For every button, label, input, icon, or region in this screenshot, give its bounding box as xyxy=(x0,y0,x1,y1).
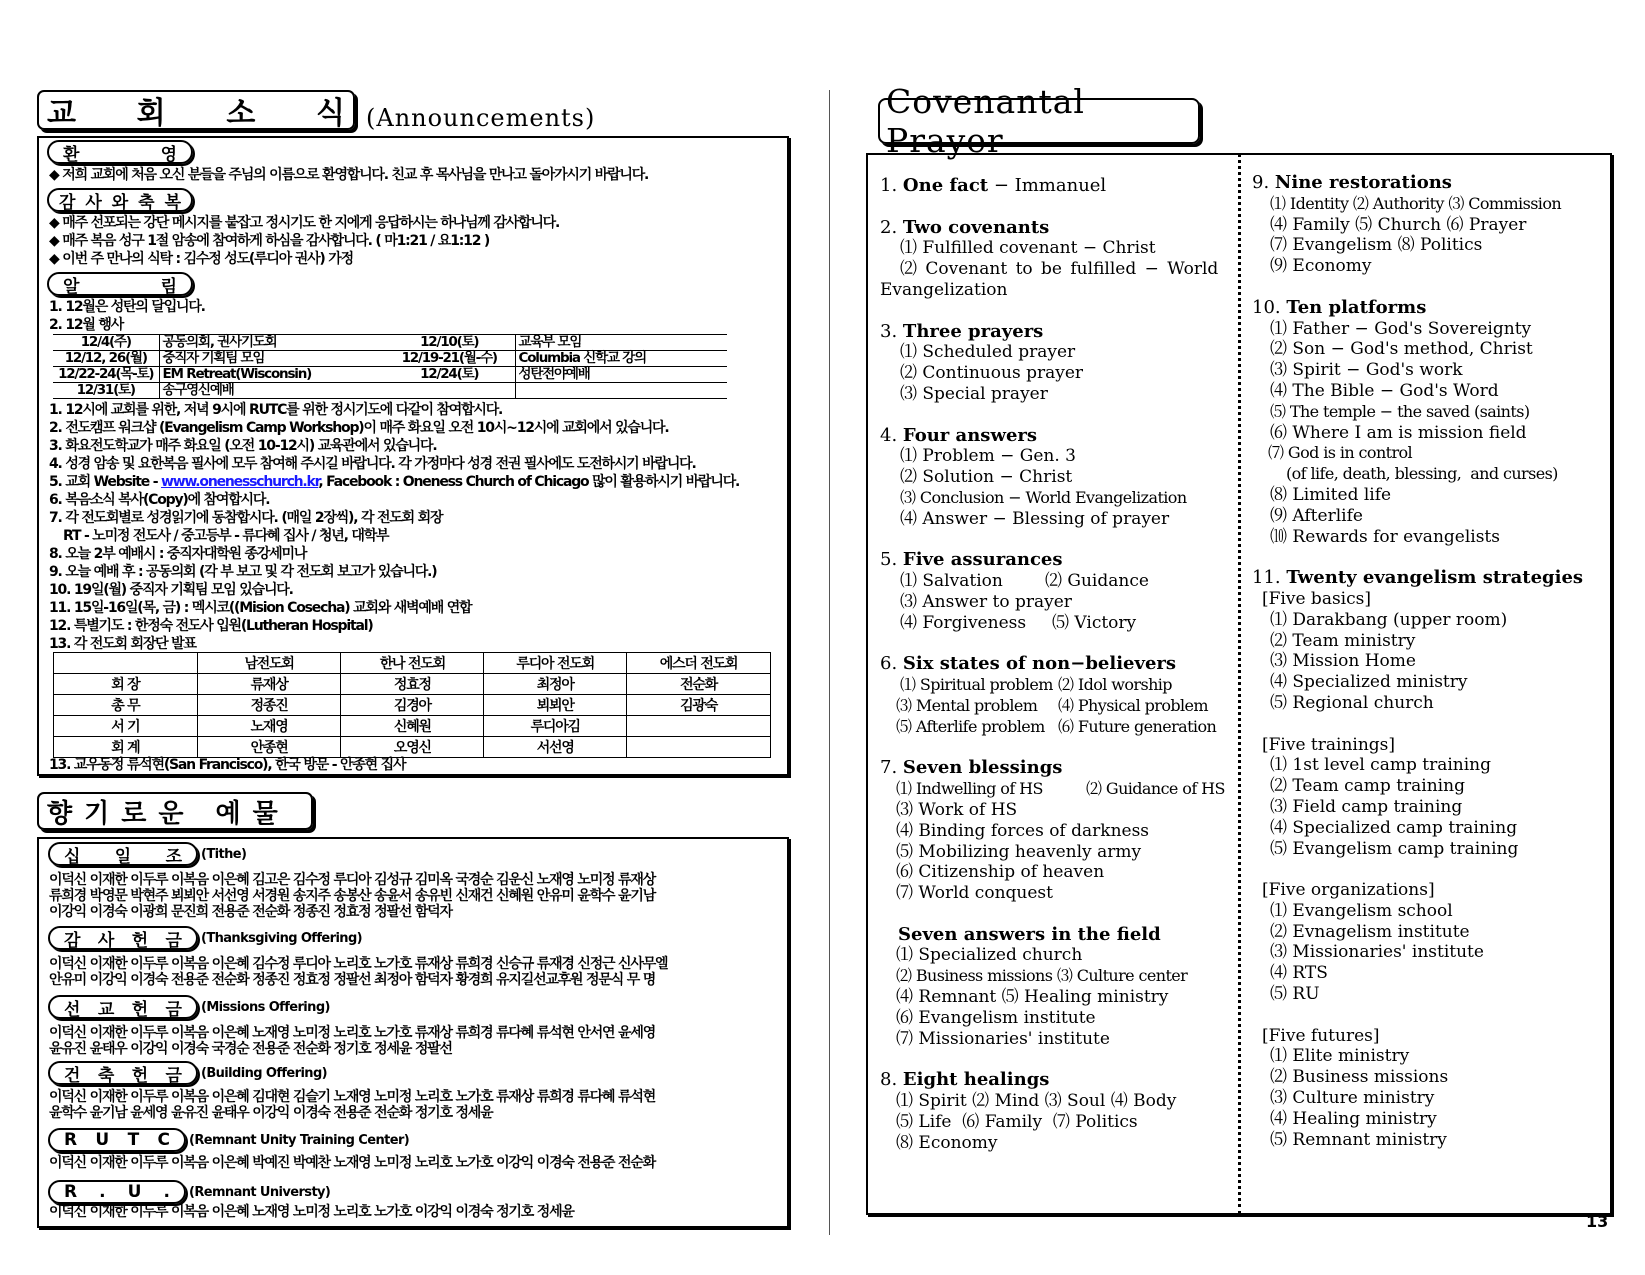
rutc-header xyxy=(48,1128,409,1152)
tithe-label xyxy=(48,842,198,866)
list-item: ⑸ Remnant ministry xyxy=(1270,1129,1447,1150)
schedule-date: 12/22-24(목-토) xyxy=(53,367,159,383)
list-item: ⑶ Conclusion − World Evangelization xyxy=(900,487,1187,507)
section-heading xyxy=(880,925,1225,946)
label-char: 헌 xyxy=(131,1065,149,1086)
table-row xyxy=(54,716,771,737)
label-char: U xyxy=(127,1182,142,1202)
list-item: ⑷ Healing ministry xyxy=(1270,1108,1437,1129)
group-title: [Five futures] xyxy=(1262,1025,1380,1046)
section-title: Three prayers xyxy=(902,320,1044,342)
title-char: 로 xyxy=(121,798,147,829)
roster-role: 회 계 xyxy=(54,737,198,758)
list-item: ⑻ Economy xyxy=(896,1132,998,1153)
spacer xyxy=(880,904,1225,925)
table-row xyxy=(54,737,771,758)
notice-item-website xyxy=(49,473,739,491)
spacer xyxy=(1252,1005,1583,1026)
schedule-date: 12/24(토) xyxy=(384,367,515,383)
section-number: 4. xyxy=(880,424,898,446)
list-item: ⑴ Darakbang (upper room) xyxy=(1270,609,1508,630)
ru-english-label: (Remnant Universty) xyxy=(189,1184,331,1200)
section-number: 6. xyxy=(880,653,898,675)
roster-cell: 안종현 xyxy=(197,737,341,758)
section-number: 2. xyxy=(880,216,898,238)
spacer xyxy=(880,1049,1225,1070)
list-item: ⑸ Life ⑹ Family ⑺ Politics xyxy=(896,1111,1138,1132)
building-label xyxy=(48,1061,198,1085)
thanks-line: ◆ 매주 선포되는 강단 메시지를 붙잡고 정시기도 한 지에게 응답하시는 하나님께 감사합니다. xyxy=(49,215,560,231)
schedule-event xyxy=(515,383,727,399)
column-divider xyxy=(1238,153,1241,1215)
section-title: Eight healings xyxy=(902,1069,1050,1091)
label-char: 알 xyxy=(63,276,80,297)
notice-item: 4. 성경 암송 및 요한복음 필사에 모두 참여해 주시길 바랍니다. 각 가정마다 성경 전권 필사에도 도전하시기 바랍니다. xyxy=(49,456,696,472)
table-row xyxy=(53,335,727,351)
roster-cell: 오영신 xyxy=(341,737,484,758)
spacer xyxy=(1252,547,1583,568)
roster-cell: 정효정 xyxy=(341,674,484,695)
list-item: ⑺ World conquest xyxy=(896,883,1053,904)
label-char: 건 xyxy=(64,1065,81,1086)
list-item: ⑶ Spirit − God's work xyxy=(1270,360,1463,381)
notice-intro: 1. 12월은 성탄의 달입니다. xyxy=(49,299,205,315)
list-item-a: ⑴ Salvation xyxy=(900,571,1003,592)
list-item: ⑵ Covenant to be fulfilled − World xyxy=(900,259,1219,280)
list-item: ⑶ Culture ministry xyxy=(1270,1088,1435,1109)
group-title: [Five trainings] xyxy=(1262,734,1396,755)
ru-label xyxy=(48,1180,186,1204)
list-item: ⑴ Scheduled prayer xyxy=(900,342,1076,363)
rutc-english-label: (Remnant Unity Training Center) xyxy=(189,1132,410,1148)
label-char: 와 xyxy=(111,192,129,213)
title-char: 식 xyxy=(316,96,345,131)
label-char: 헌 xyxy=(131,930,149,951)
notice-item: 12. 특별기도 : 한정숙 전도사 입원(Lutheran Hospital) xyxy=(49,618,373,634)
rutc-label xyxy=(48,1128,186,1152)
website-prefix: 5. 교회 Website - xyxy=(49,474,161,490)
label-char: 금 xyxy=(165,930,182,951)
schedule-event: 중직자 기획팀 모임 xyxy=(159,351,384,367)
roster-cell: 류재상 xyxy=(197,674,341,695)
section-heading xyxy=(880,426,1225,447)
list-item xyxy=(880,592,1225,613)
section-title: Seven blessings xyxy=(902,757,1063,779)
missions-label xyxy=(48,995,198,1019)
list-item: ⑷ Remnant ⑸ Healing ministry xyxy=(896,987,1169,1008)
church-website-link[interactable]: www.onenesschurch.kr xyxy=(161,474,319,490)
list-item-a: ⑴ Spiritual problem xyxy=(900,675,1053,695)
missions-names: 윤유진 윤태우 이강익 이경숙 국경순 전용준 전순화 정기호 정세윤 정팔선 xyxy=(49,1041,452,1057)
thanksgiving-label xyxy=(48,926,198,950)
list-item-a: ⑶ Mental problem xyxy=(896,695,1038,715)
tithe-names: 류희경 박영문 박현주 뵈뵈안 서선영 서경원 송지주 송봉산 송윤서 송유빈 신재건 신혜원 안유미 윤학수 윤기남 xyxy=(49,888,656,904)
list-item: ⑸ Regional church xyxy=(1270,692,1434,713)
title-char: 운 xyxy=(158,798,184,829)
label-char: 금 xyxy=(165,999,182,1020)
list-item-b: ⑵ Guidance xyxy=(1045,571,1149,592)
section-heading xyxy=(880,1070,1225,1091)
roster-cell: 김경아 xyxy=(341,695,484,716)
section-heading xyxy=(880,550,1225,571)
group-title: [Five basics] xyxy=(1262,588,1371,609)
label-char: 림 xyxy=(160,276,177,297)
roster-cell: 최정아 xyxy=(484,674,627,695)
list-item: ⑵ Continuous prayer xyxy=(900,363,1084,384)
december-schedule-table xyxy=(53,334,727,399)
table-row xyxy=(54,695,771,716)
rutc-names: 이덕신 이재한 이두루 이복음 이은혜 박예진 박예찬 노재영 노미정 노리호 노가호 이강익 이경숙 전용준 전순화 xyxy=(49,1155,656,1171)
table-row xyxy=(53,367,727,383)
list-item: Evangelization xyxy=(880,279,1008,300)
list-item: ⑽ Rewards for evangelists xyxy=(1270,526,1500,547)
list-item: ⑵ Son − God's method, Christ xyxy=(1270,339,1533,360)
notice-item: 9. 오늘 예배 후 : 공동의회 (각 부 보고 및 각 전도회 보고가 있습니다.) xyxy=(49,564,437,580)
section-title: Ten platforms xyxy=(1286,296,1427,318)
section-number: 7. xyxy=(880,757,898,779)
list-item: ⑷ Binding forces of darkness xyxy=(896,820,1150,841)
list-item-b: ⑷ Physical problem xyxy=(1058,695,1208,715)
list-item-b: ⑸ Victory xyxy=(1052,612,1137,633)
list-item: ⑵ Team ministry xyxy=(1270,630,1416,651)
list-item xyxy=(880,779,1225,800)
section-heading xyxy=(1252,298,1583,319)
thanksgiving-english-label: (Thanksgiving Offering) xyxy=(201,930,363,946)
list-item: ⑴ Problem − Gen. 3 xyxy=(900,446,1076,467)
section-title: Six states of non−believers xyxy=(902,653,1177,675)
tithe-english-label: (Tithe) xyxy=(201,846,247,862)
offerings-title xyxy=(37,792,313,830)
section-heading xyxy=(1252,568,1583,589)
thanksgiving-header xyxy=(48,926,362,950)
label-char: R xyxy=(64,1130,78,1150)
ru-names: 이덕신 이재한 이두루 이복음 이은혜 노재영 노미정 노리호 노가호 이강익 이경숙 정기호 정세윤 xyxy=(49,1204,574,1220)
list-item: ⑵ Team camp training xyxy=(1270,776,1465,797)
list-item: ⑴ Specialized church xyxy=(896,945,1083,966)
roster-cell: 정종진 xyxy=(197,695,341,716)
welcome-text: ◆ 저희 교회에 처음 오신 분들을 주님의 이름으로 환영합니다. 친교 후 목사님을 만나고 돌아가시기 바랍니다. xyxy=(49,167,649,183)
schedule-event: 송구영신예배 xyxy=(159,383,384,399)
list-item-b: ⑹ Future generation xyxy=(1058,716,1217,736)
section-number: 11. xyxy=(1252,567,1281,589)
list-item: ⑴ 1st level camp training xyxy=(1270,755,1491,776)
spacer xyxy=(880,301,1225,322)
thanks-label xyxy=(47,188,193,212)
section-number: 8. xyxy=(880,1069,898,1091)
tithe-names: 이덕신 이재한 이두루 이복음 이은혜 김고은 김수정 루디아 김성규 김미옥 국경순 김운신 노재영 노미정 류재상 xyxy=(49,872,656,888)
list-item: ⑶ Special prayer xyxy=(900,383,1048,404)
list-item xyxy=(880,717,1225,738)
offerings-section xyxy=(37,837,789,1228)
announcements-title xyxy=(37,90,355,130)
list-item: ⑴ Evangelism school xyxy=(1270,900,1453,921)
tithe-names: 이강익 이경숙 이광희 문진희 전용준 전순화 정종진 정효정 정팔선 함덕자 xyxy=(49,904,452,920)
section-title: Two covenants xyxy=(902,216,1050,238)
table-header-row xyxy=(54,653,771,674)
label-char: 사 xyxy=(85,192,102,213)
notice-last-line: 13. 교우동정 류석현(San Francisco), 한국 방문 - 안종현 집사 xyxy=(49,757,406,773)
roster-cell: 서선영 xyxy=(484,737,627,758)
list-item: ⑺ God is in control xyxy=(1268,443,1413,463)
list-item-a: ⑷ Forgiveness xyxy=(900,612,1027,633)
group-title: [Five organizations] xyxy=(1262,880,1435,901)
list-item: ⑴ Father − God's Sovereignty xyxy=(1270,318,1532,339)
list-item: ⑺ Evangelism ⑻ Politics xyxy=(1270,235,1483,256)
label-char: T xyxy=(127,1130,140,1150)
notice-intro: 2. 12월 행사 xyxy=(49,317,124,333)
list-item: ⑶ Missionaries' institute xyxy=(1270,942,1484,963)
list-item xyxy=(880,613,1225,634)
list-item-b: ⑵ Idol worship xyxy=(1058,675,1172,695)
list-item: ⑹ Where I am is mission field xyxy=(1270,422,1527,443)
schedule-date: 12/19-21(월-수) xyxy=(384,351,515,367)
label-char: 십 xyxy=(64,846,81,867)
table-row xyxy=(54,674,771,695)
label-char: 금 xyxy=(165,1065,182,1086)
label-char: 감 xyxy=(64,930,81,951)
list-item: ⑴ Elite ministry xyxy=(1270,1046,1410,1067)
list-item: ⑹ Citizenship of heaven xyxy=(896,862,1105,883)
schedule-event: EM Retreat(Wisconsin) xyxy=(159,367,384,383)
notice-item: RT - 노미정 전도사 / 중고등부 - 류다혜 집사 / 청년, 대학부 xyxy=(63,528,389,544)
list-item: ⑷ Specialized ministry xyxy=(1270,672,1468,693)
section-heading xyxy=(880,322,1225,343)
section-heading xyxy=(1252,173,1583,194)
notice-item: 11. 15일-16일(목, 금) : 멕시코((Mision Cosecha) 교회와 새벽예배 연합 xyxy=(49,600,472,616)
label-char: 사 xyxy=(97,930,115,951)
table-header: 남전도회 xyxy=(197,653,341,674)
table-row xyxy=(53,383,727,399)
list-item: ⑴ Fulfilled covenant − Christ xyxy=(900,238,1156,259)
schedule-date: 12/31(토) xyxy=(53,383,159,399)
roster-role: 서 기 xyxy=(54,716,198,737)
label-char: 조 xyxy=(165,846,182,867)
section-title: Five assurances xyxy=(902,549,1063,571)
label-char: 감 xyxy=(59,192,76,213)
notice-item: 1. 12시에 교회를 위한, 저녁 9시에 RUTC를 위한 정시기도에 다같이 참여합시다. xyxy=(49,402,503,418)
spacer xyxy=(880,634,1225,655)
tithe-header xyxy=(48,842,246,866)
notice-item: 8. 오늘 2부 예배시 : 중직자대학원 종강세미나 xyxy=(49,546,307,562)
label-char: 환 xyxy=(63,144,80,165)
section-number: 5. xyxy=(880,549,898,571)
list-item: ⑴ Identity ⑵ Authority ⑶ Commission xyxy=(1270,193,1562,213)
notice-label xyxy=(47,272,193,296)
spacer xyxy=(880,530,1225,551)
schedule-date: 12/10(토) xyxy=(384,335,515,351)
list-item-a: ⑴ Indwelling of HS xyxy=(896,779,1043,799)
list-item: ⑶ Field camp training xyxy=(1270,796,1463,817)
notice-item: 7. 각 전도회별로 성경읽기에 동참합시다. (매일 2장씩), 각 전도회 회장 xyxy=(49,510,443,526)
roster-cell: 김광숙 xyxy=(627,695,771,716)
spacer xyxy=(880,197,1225,218)
roster-cell: 노재영 xyxy=(197,716,341,737)
table-header: 루디아 전도회 xyxy=(484,653,627,674)
table-header: 에스더 전도회 xyxy=(627,653,771,674)
roster-cell: 뵈뵈안 xyxy=(484,695,627,716)
list-item: ⑼ Afterlife xyxy=(1270,505,1363,526)
missions-english-label: (Missions Offering) xyxy=(201,999,330,1015)
label-char: . xyxy=(163,1182,170,1202)
roster-role: 총 무 xyxy=(54,695,198,716)
prayer-column-right xyxy=(1252,173,1583,1150)
evangelism-group-leaders-table xyxy=(53,652,771,758)
building-names: 이덕신 이재한 이두루 이복음 이은혜 김대현 김슬기 노재영 노미정 노리호 노가호 류재상 류희경 류다혜 류석현 xyxy=(49,1089,656,1105)
label-char: 축 xyxy=(97,1065,115,1086)
website-suffix: , Facebook : Oneness Church of Chicago 많이 활용하시기 바랍니다. xyxy=(318,474,740,490)
announcements-section xyxy=(37,136,789,776)
label-char: 영 xyxy=(160,144,177,165)
spacer xyxy=(880,738,1225,759)
schedule-event: 공동의회, 권사기도회 xyxy=(159,335,384,351)
section-detail: − Immanuel xyxy=(988,175,1107,196)
label-char: C xyxy=(157,1130,170,1150)
title-char: 회 xyxy=(136,96,166,131)
section-heading xyxy=(880,758,1225,779)
building-header xyxy=(48,1061,327,1085)
label-char: R xyxy=(64,1182,78,1202)
list-item: ⑸ Evangelism camp training xyxy=(1270,838,1519,859)
page-divider xyxy=(829,90,830,1235)
title-char: 예 xyxy=(215,798,241,829)
notice-item: 3. 화요전도학교가 매주 화요일 (오전 10-12시) 교육관에서 있습니다. xyxy=(49,438,437,454)
list-item: ⑷ The Bible − God's Word xyxy=(1270,380,1499,401)
list-item-a: ⑸ Afterlife problem xyxy=(896,716,1045,736)
label-char: . xyxy=(99,1182,106,1202)
title-char: 소 xyxy=(226,96,256,131)
schedule-date: 12/12, 26(월) xyxy=(53,351,159,367)
section-number: 10. xyxy=(1252,296,1281,318)
spacer xyxy=(1252,859,1583,880)
label-char: 복 xyxy=(164,192,181,213)
list-item: ⑷ Family ⑸ Church ⑹ Prayer xyxy=(1270,214,1527,235)
ru-header xyxy=(48,1180,330,1204)
list-item: ⑸ Mobilizing heavenly army xyxy=(896,841,1142,862)
notice-item: 10. 19일(월) 중직자 기획팀 모임 있습니다. xyxy=(49,582,293,598)
covenantal-prayer-title: Covenantal Prayer xyxy=(878,98,1200,144)
table-header xyxy=(54,653,198,674)
prayer-column-left xyxy=(880,176,1225,1153)
notice-item: 2. 전도캠프 워크샵 (Evangelism Camp Workshop)이 매주 화요일 오전 10시~12시에 교회에서 있습니다. xyxy=(49,420,669,436)
title-char: 교 xyxy=(47,96,76,131)
section-title: Twenty evangelism strategies xyxy=(1286,567,1584,589)
announcements-subtitle: (Announcements) xyxy=(366,104,596,132)
list-item: ⑶ Work of HS xyxy=(896,799,1018,820)
list-item: (of life, death, blessing, and curses) xyxy=(1286,464,1558,484)
missions-names: 이덕신 이재한 이두루 이복음 이은혜 노재영 노미정 노리호 노가호 류재상 류희경 류다혜 류석현 안서연 윤세영 xyxy=(49,1025,656,1041)
list-item: ⑸ RU xyxy=(1270,984,1320,1005)
spacer xyxy=(880,405,1225,426)
schedule-event: 교육부 모임 xyxy=(515,335,727,351)
table-header: 한나 전도회 xyxy=(341,653,484,674)
list-item: ⑵ Solution − Christ xyxy=(900,467,1073,488)
list-item: ⑷ Specialized camp training xyxy=(1270,817,1518,838)
list-item-a: ⑶ Answer to prayer xyxy=(900,591,1072,612)
list-item xyxy=(880,571,1225,592)
page-number: 13 xyxy=(1586,1212,1609,1231)
label-char: U xyxy=(95,1130,110,1150)
title-char: 기 xyxy=(84,798,110,829)
schedule-date: 12/4(주) xyxy=(53,335,159,351)
list-item: ⑵ Evnagelism institute xyxy=(1270,921,1470,942)
welcome-label xyxy=(47,140,193,164)
label-char: 교 xyxy=(97,999,115,1020)
roster-role: 회 장 xyxy=(54,674,198,695)
roster-cell: 신혜원 xyxy=(341,716,484,737)
notice-item: 13. 각 전도회 회장단 발표 xyxy=(49,636,196,652)
list-item: ⑷ Answer − Blessing of prayer xyxy=(900,508,1170,529)
section-heading xyxy=(880,176,1225,197)
list-item: ⑼ Economy xyxy=(1270,256,1372,277)
roster-cell xyxy=(627,716,771,737)
list-item: ⑶ Mission Home xyxy=(1270,651,1416,672)
list-item xyxy=(880,675,1225,696)
list-item: ⑴ Spirit ⑵ Mind ⑶ Soul ⑷ Body xyxy=(896,1091,1177,1112)
missions-header xyxy=(48,995,330,1019)
spacer xyxy=(1252,277,1583,298)
roster-cell xyxy=(627,737,771,758)
spacer xyxy=(1252,714,1583,735)
list-item: ⑵ Business missions xyxy=(1270,1067,1449,1088)
list-item: ⑻ Limited life xyxy=(1270,484,1392,505)
section-title: Four answers xyxy=(902,424,1038,446)
list-item: ⑸ The temple − the saved (saints) xyxy=(1270,401,1530,421)
schedule-event: Columbia 신학교 강의 xyxy=(515,351,727,367)
list-item: ⑵ Business missions ⑶ Culture center xyxy=(896,966,1188,986)
list-item: ⑺ Missionaries' institute xyxy=(896,1028,1110,1049)
label-char: 헌 xyxy=(131,999,149,1020)
section-heading xyxy=(880,218,1225,239)
title-char: 물 xyxy=(252,798,278,829)
roster-cell: 전순화 xyxy=(627,674,771,695)
list-item: ⑹ Evangelism institute xyxy=(896,1007,1096,1028)
thanks-line: ◆ 이번 주 만나의 식탁 : 김수정 성도(루디아 권사) 가정 xyxy=(49,251,353,267)
label-char: 축 xyxy=(138,192,155,213)
section-title: One fact xyxy=(902,175,989,196)
table-row xyxy=(53,351,727,367)
thanksgiving-names: 안유미 이강익 이경숙 전용준 전순화 정종진 정효정 정팔선 최정아 함덕자 황경희 유지길선교후원 정문식 무 명 xyxy=(49,972,656,988)
section-title: Nine restorations xyxy=(1274,172,1452,193)
section-number: 3. xyxy=(880,320,898,342)
section-heading xyxy=(880,654,1225,675)
section-number: 1. xyxy=(880,175,898,196)
schedule-event: 성탄전야예배 xyxy=(515,367,727,383)
building-names: 윤학수 윤기남 윤세영 윤유진 윤태우 이강익 이경숙 전용준 전순화 정기호 정세윤 xyxy=(49,1105,493,1121)
list-item xyxy=(880,696,1225,717)
notice-item: 6. 복음소식 복사(Copy)에 참여합시다. xyxy=(49,492,270,508)
section-title: Seven answers in the field xyxy=(898,923,1161,945)
label-char: 선 xyxy=(64,999,81,1020)
title-char: 향 xyxy=(47,798,73,829)
label-char: 일 xyxy=(114,846,132,867)
thanksgiving-names: 이덕신 이재한 이두루 이복음 이은혜 김수정 루디아 노리호 노가호 류재상 류희경 신승규 류재경 신정근 신사무엘 xyxy=(49,956,668,972)
section-number: 9. xyxy=(1252,172,1270,193)
list-item: ⑷ RTS xyxy=(1270,963,1328,984)
building-english-label: (Building Offering) xyxy=(201,1065,328,1081)
thanks-line: ◆ 매주 복음 성구 1절 암송에 참여하게 하심을 감사합니다. ( 마1:21 / 요1:12 ) xyxy=(49,233,490,249)
roster-cell: 루디아김 xyxy=(484,716,627,737)
list-item-b: ⑵ Guidance of HS xyxy=(1086,779,1225,799)
schedule-date xyxy=(384,383,515,399)
